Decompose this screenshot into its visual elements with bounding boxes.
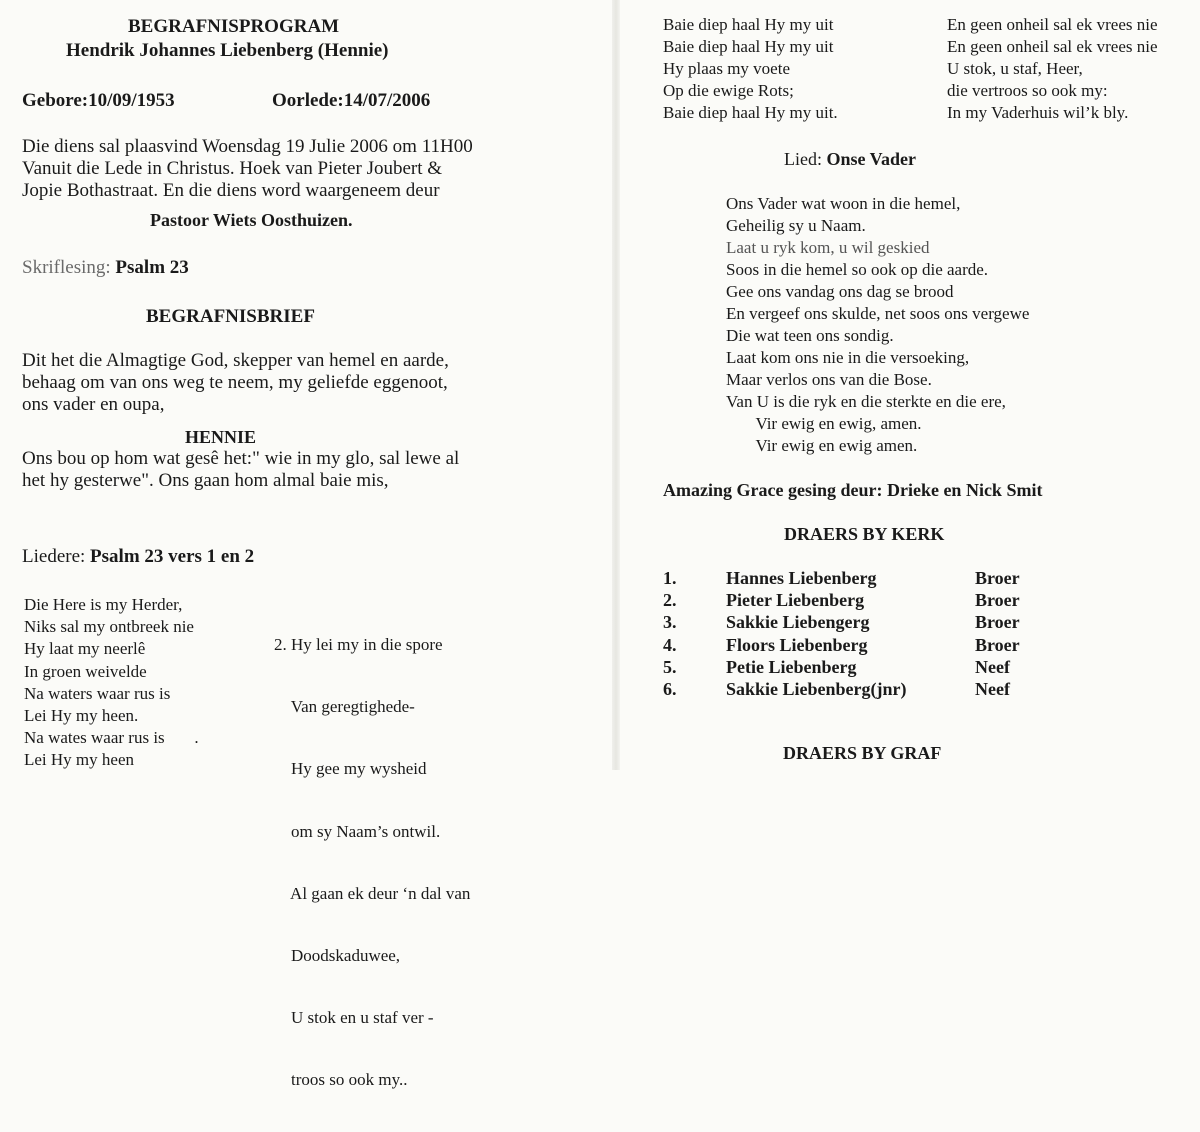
bearer-row: [663, 568, 1063, 590]
program-title: BEGRAFNISPROGRAM: [128, 16, 340, 37]
service-line: Jopie Bothastraat. En die diens word waargeneem deur: [22, 180, 440, 201]
service-details: [22, 136, 473, 202]
prayer-line: Maar verlos ons van die Bose.: [726, 370, 932, 389]
letter-line: behaag om van ons weg te neem, my geliefde eggenoot,: [22, 372, 448, 393]
prayer-line: Vir ewig en ewig, amen.: [726, 414, 922, 433]
bearer-row: [663, 612, 1063, 634]
verse-line: Baie diep haal Hy my uit: [663, 15, 834, 34]
bearers-list: [663, 568, 1063, 701]
prayer-line: Soos in die hemel so ook op die aarde.: [726, 260, 989, 279]
bearer-number: 3.: [663, 612, 677, 633]
verse-line: Na wates waar rus is .: [24, 728, 199, 748]
bearer-name: Pieter Liebenberg: [726, 590, 865, 611]
letter-line: Dit het die Almagtige God, skepper van hemel en aarde,: [22, 350, 449, 371]
page-fold: [612, 0, 620, 770]
songs-label: Liedere:: [22, 546, 91, 567]
bearer-name: Sakkie Liebenberg(jnr): [726, 678, 907, 699]
verse-line: Baie diep haal Hy my uit: [663, 37, 834, 56]
bearers-grave-heading: DRAERS BY GRAF: [783, 743, 942, 763]
death-date: Oorlede:14/07/2006: [272, 90, 431, 111]
bearer-relation: Broer: [975, 612, 1020, 633]
letter-text-2: [22, 448, 459, 492]
verse-line: Lei Hy my heen: [24, 750, 134, 770]
bearer-name: Hannes Liebenberg: [726, 568, 877, 588]
verse-line: Op die ewige Rots;: [663, 81, 794, 100]
service-line: Die diens sal plaasvind Woensdag 19 Julie 2006 om 11H00: [22, 136, 473, 157]
letter-text: [22, 350, 449, 416]
bearer-row: [663, 679, 1063, 701]
bearer-number: 1.: [663, 568, 677, 588]
bearer-number: 5.: [663, 656, 677, 677]
bearer-relation: Neef: [975, 656, 1010, 677]
psalm-verse-1: [24, 594, 199, 772]
verse-line: 2. Hy lei my in die spore: [274, 635, 443, 654]
bearer-relation: Broer: [975, 568, 1020, 588]
prayer-line: Ons Vader wat woon in die hemel,: [726, 194, 961, 213]
hymn-title: Onse Vader: [826, 149, 917, 169]
left-page: [0, 0, 612, 1090]
letter-line: het hy gesterwe". Ons gaan hom almal baie mis,: [22, 470, 389, 491]
verse-line: U stok en u staf ver -: [274, 1008, 434, 1028]
bearer-relation: Broer: [975, 634, 1020, 655]
scripture-reading: [22, 257, 189, 279]
prayer-line: Van U is die ryk en die sterkte en die ere,: [726, 392, 1006, 411]
prayer-line: Die wat teen ons sondig.: [726, 326, 894, 345]
right-page: [620, 0, 1200, 770]
verse-line: Die Here is my Herder,: [24, 595, 183, 614]
verse-line: Na waters waar rus is: [24, 683, 171, 703]
verse-line: Hy gee my wysheid: [274, 759, 427, 779]
verse-line: om sy Naam’s ontwil.: [274, 821, 441, 841]
verse-line: die vertroos so ook my:: [947, 81, 1108, 100]
prayer-line: Laat kom ons nie in die versoeking,: [726, 348, 970, 367]
hennie-name: HENNIE: [185, 427, 257, 447]
bearer-row: [663, 635, 1063, 657]
bearer-name: Sakkie Liebengerg: [726, 612, 870, 633]
verse-column-1: [663, 14, 838, 124]
bearer-row: [663, 590, 1063, 612]
letter-line: ons vader en oupa,: [22, 394, 165, 415]
bearer-number: 4.: [663, 634, 677, 655]
verse-line: Lei Hy my heen.: [24, 705, 139, 725]
songs: [22, 546, 254, 568]
verse-line: Hy plaas my voete: [663, 59, 790, 78]
prayer-line: Laat u ryk kom, u wil geskied: [726, 238, 930, 257]
bearer-name: Petie Liebenberg: [726, 656, 857, 677]
bearer-number: 6.: [663, 678, 677, 699]
scripture-label: Skriflesing:: [22, 257, 116, 278]
verse-line: Baie diep haal Hy my uit.: [663, 103, 838, 122]
verse-line: En geen onheil sal ek vrees nie: [947, 15, 1158, 34]
prayer-line: Geheilig sy u Naam.: [726, 216, 866, 235]
verse-line: Van geregtighede-: [274, 697, 415, 717]
verse-line: troos so ook my..: [274, 1070, 408, 1090]
hymn: [784, 149, 916, 170]
verse-line: In groen weivelde: [24, 661, 147, 681]
bearer-row: [663, 657, 1063, 679]
hymn-label: Lied:: [784, 149, 827, 169]
deceased-name: Hendrik Johannes Liebenberg (Hennie): [66, 40, 389, 61]
amazing-grace-line: Amazing Grace gesing deur: Drieke en Nick Smit: [663, 480, 1043, 500]
verse-line: Niks sal my ontbreek nie: [24, 617, 194, 637]
psalm-verse-2: [274, 594, 470, 1132]
verse-line: Al gaan ek deur ‘n dal van: [274, 883, 471, 903]
bearers-church-heading: DRAERS BY KERK: [784, 524, 945, 544]
letter-heading: BEGRAFNISBRIEF: [146, 306, 315, 327]
verse-line: Hy laat my neerlê: [24, 639, 146, 659]
pastor-name: Pastoor Wiets Oosthuizen.: [150, 210, 353, 230]
verse-line: In my Vaderhuis wil’k bly.: [947, 103, 1129, 122]
bearer-relation: Neef: [975, 678, 1010, 699]
prayer-line: En vergeef ons skulde, net soos ons vergewe: [726, 304, 1030, 323]
prayer-line: Gee ons vandag ons dag se brood: [726, 282, 954, 301]
verse-column-2: [947, 14, 1158, 124]
verse-line: U stok, u staf, Heer,: [947, 59, 1083, 78]
letter-line: Ons bou op hom wat gesê het:" wie in my glo, sal lewe al: [22, 448, 460, 469]
bearer-relation: Broer: [975, 590, 1020, 611]
verse-line: En geen onheil sal ek vrees nie: [947, 37, 1158, 56]
lords-prayer: [726, 193, 1029, 457]
bearer-name: Floors Liebenberg: [726, 634, 868, 655]
scripture-value: Psalm 23: [115, 257, 189, 278]
bearer-number: 2.: [663, 590, 677, 611]
birth-date: Gebore:10/09/1953: [22, 90, 175, 111]
service-line: Vanuit die Lede in Christus. Hoek van Pieter Joubert &: [22, 158, 443, 179]
songs-value: Psalm 23 vers 1 en 2: [90, 546, 255, 567]
verse-line: Doodskaduwee,: [274, 945, 401, 965]
prayer-line: Vir ewig en ewig amen.: [726, 436, 918, 455]
